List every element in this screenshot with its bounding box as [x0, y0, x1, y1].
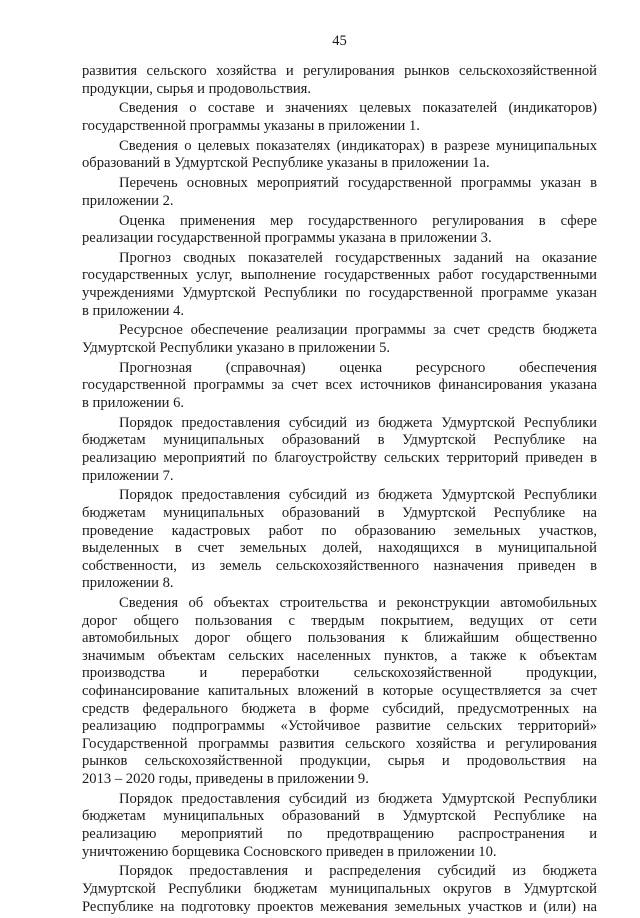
text-line: софинансирование капитальных вложений в которые осуществляется за счет: [82, 683, 597, 700]
text-line: приложении 8.: [82, 575, 174, 592]
text-line: Удмуртской Республики бюджетам муниципальных округов в Удмуртской: [82, 880, 597, 897]
text-line: учреждениями Удмуртской Республики по государственной программе указан: [82, 285, 597, 302]
text-line: бюджетам муниципальных образований в Удмуртской Республике на: [82, 432, 597, 449]
text-line: государственной программы за счет всех источников финансирования указана: [82, 377, 597, 394]
text-line: Государственной программы развития сельского хозяйства и регулирования: [82, 735, 597, 752]
text-line: Удмуртской Республики указано в приложении 5.: [82, 340, 391, 357]
text-line: Сведения о целевых показателях (индикаторах) в разрезе муниципальных: [119, 137, 597, 154]
paragraph: [82, 863, 597, 916]
text-line: Сведения об объектах строительства и реконструкции автомобильных: [119, 595, 597, 612]
text-line: реализацию подпрограммы «Устойчивое развитие сельских территорий»: [82, 718, 597, 735]
paragraph: [82, 360, 597, 413]
text-line: приложении 2.: [82, 192, 174, 209]
text-line: Порядок предоставления субсидий из бюджета Удмуртской Республики: [119, 790, 597, 807]
text-line: 2013 – 2020 годы, приведены в приложении 9.: [82, 771, 369, 788]
paragraph: [82, 213, 597, 248]
text-line: Прогноз сводных показателей государственных заданий на оказание: [119, 249, 597, 266]
text-line: средств федерального бюджета в форме субсидий, предусмотренных на: [82, 700, 597, 717]
text-line: реализацию мероприятий по предотвращению распространения и: [82, 826, 597, 842]
text-line: автомобильных дорог общего пользования к ближайшим общественно: [82, 630, 597, 647]
text-line: в приложении 6.: [82, 395, 185, 411]
paragraph: [82, 487, 597, 593]
paragraph: [82, 322, 597, 357]
text-line: образований в Удмуртской Республике указаны в приложении 1а.: [82, 155, 490, 172]
page-number: 45: [332, 33, 347, 49]
text-line: приложении 7.: [82, 467, 174, 484]
text-line: выделенных в счет земельных долей, находящихся в муниципальной: [82, 540, 597, 557]
text-line: собственности, из земель сельскохозяйственного назначения приведен в: [82, 557, 597, 574]
text-line: значимым объектам сельских населенных пунктов, а также к объектам: [82, 647, 597, 664]
document-body: [82, 63, 597, 918]
text-line: рынков сельскохозяйственной продукции, сырья и продовольствия на: [82, 753, 597, 770]
text-line: государственных услуг, выполнение государственных работ государственными: [82, 267, 597, 284]
text-line: Оценка применения мер государственного регулирования в сфере: [119, 212, 597, 229]
text-line: реализацию мероприятий по благоустройству сельских территорий приведен в: [82, 449, 597, 466]
paragraph: [82, 63, 597, 98]
text-line: Прогнозная (справочная) оценка ресурсного обеспечения: [119, 359, 597, 376]
text-line: бюджетам муниципальных образований в Удмуртской Республике на: [82, 504, 597, 521]
text-line: Ресурсное обеспечение реализации программы за счет средств бюджета: [119, 322, 597, 339]
text-line: производства и переработки сельскохозяйственной продукции,: [82, 665, 597, 682]
text-line: Сведения о составе и значениях целевых показателей (индикаторов): [119, 100, 597, 117]
paragraph: [82, 415, 597, 485]
paragraph: [82, 100, 597, 135]
paragraph: [82, 250, 597, 320]
text-line: развития сельского хозяйства и регулирования рынков сельскохозяйственной: [82, 63, 597, 79]
text-line: Республике на подготовку проектов межевания земельных участков и (или) на: [82, 898, 597, 915]
text-line: реализации государственной программы указана в приложении 3.: [82, 230, 492, 247]
document-page: [82, 0, 597, 915]
text-line: Порядок предоставления и распределения субсидий из бюджета: [119, 863, 597, 880]
text-line: продукции, сырья и продовольствия.: [82, 80, 312, 97]
text-line: проведение кадастровых работ по образованию земельных участков,: [82, 522, 597, 539]
text-line: Порядок предоставления субсидий из бюджета Удмуртской Республики: [119, 414, 597, 431]
paragraph: [82, 595, 597, 789]
text-line: государственной программы указаны в приложении 1.: [82, 117, 420, 134]
text-line: дорог общего пользования с твердым покрытием, ведущих от сети: [82, 612, 597, 629]
paragraph: [82, 175, 597, 210]
text-line: в приложении 4.: [82, 302, 185, 319]
text-line: Перечень основных мероприятий государственной программы указан в: [119, 175, 597, 192]
text-line: бюджетам муниципальных образований в Удмуртской Республике на: [82, 808, 597, 825]
text-line: уничтожению борщевика Сосновского приведен в приложении 10.: [82, 843, 497, 860]
paragraph: [82, 138, 597, 173]
text-line: Порядок предоставления субсидий из бюджета Удмуртской Республики: [119, 487, 597, 504]
paragraph: [82, 791, 597, 861]
